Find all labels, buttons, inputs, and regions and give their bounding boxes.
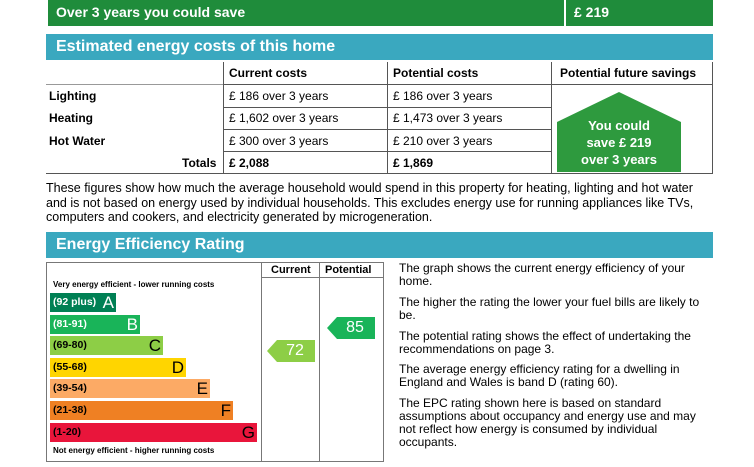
savings-banner-divider [564, 0, 566, 26]
band-c-letter: C [148, 336, 161, 355]
band-b-letter: B [126, 315, 138, 334]
table-rule [223, 62, 224, 174]
table-rule [712, 62, 713, 174]
explanation-1: The graph shows the current energy efficiency of your home. [399, 261, 685, 288]
band-g-range: (1-20) [53, 426, 82, 438]
cell-lighting-current: £ 186 over 3 years [229, 89, 329, 103]
bottom-caption: Not energy efficient - higher running costs [53, 446, 215, 455]
band-f-range: (21-38) [53, 404, 87, 416]
column-header-potential: Potential [325, 264, 372, 276]
header-potential-savings: Potential future savings [560, 66, 697, 80]
explanation-5: The EPC rating shown here is based on standard assumptions about occupancy and energy use and may not reflect how energy is consumed by individual occupants. [399, 396, 696, 449]
cell-hot-water-potential: £ 210 over 3 years [393, 134, 493, 148]
savings-banner-label: Over 3 years you could save [56, 4, 246, 20]
band-d [50, 358, 186, 377]
cell-lighting-potential: £ 186 over 3 years [393, 89, 493, 103]
band-a [50, 293, 116, 312]
current-rating-value: 72 [286, 342, 304, 359]
band-f-letter: F [220, 401, 231, 420]
row-label-hot-water: Hot Water [49, 134, 106, 148]
potential-rating-value: 85 [346, 319, 364, 336]
savings-badge-line1: You could [588, 118, 650, 133]
band-a-letter: A [102, 293, 114, 312]
cell-totals-potential: £ 1,869 [393, 156, 434, 170]
row-label-totals: Totals [182, 156, 217, 170]
top-caption: Very energy efficient - lower running costs [53, 280, 215, 289]
savings-badge-line3: over 3 years [581, 152, 657, 167]
efficiency-rating-chart [46, 262, 384, 462]
table-rule [46, 173, 713, 174]
costs-section-title: Estimated energy costs of this home [46, 34, 713, 60]
band-d-letter: D [171, 358, 184, 377]
header-potential-costs: Potential costs [393, 66, 479, 80]
table-rule [46, 84, 223, 85]
savings-badge-line2: save £ 219 [586, 135, 652, 150]
explanation-3: The potential rating shows the effect of undertaking the recommendations on page 3. [399, 329, 691, 356]
band-b-range: (81-91) [53, 318, 87, 330]
band-g-letter: G [241, 423, 255, 442]
cell-hot-water-current: £ 300 over 3 years [229, 134, 329, 148]
band-d-range: (55-68) [53, 361, 87, 373]
header-current-costs: Current costs [229, 66, 308, 80]
column-divider [319, 263, 320, 461]
savings-banner [48, 0, 713, 26]
row-label-lighting: Lighting [49, 89, 97, 103]
cell-totals-current: £ 2,088 [229, 156, 270, 170]
savings-banner-value: £ 219 [574, 4, 610, 20]
band-f [50, 401, 233, 420]
row-label-heating: Heating [49, 111, 94, 125]
band-a-range: (92 plus) [53, 296, 97, 308]
table-rule [223, 84, 713, 85]
cell-heating-potential: £ 1,473 over 3 years [393, 111, 503, 125]
band-g [50, 423, 257, 442]
band-c [50, 336, 163, 355]
explanation-2: The higher the rating the lower your fuel bills are likely to be. [399, 295, 700, 322]
column-divider [261, 263, 262, 461]
band-e [50, 379, 210, 398]
column-header-current: Current [271, 264, 311, 276]
band-c-range: (69-80) [53, 339, 87, 351]
band-b [50, 315, 140, 334]
explanation-4: The average energy efficiency rating for a dwelling in England and Wales is band D (rating 60). [399, 362, 680, 389]
header-rule [261, 277, 383, 278]
band-e-letter: E [196, 379, 208, 398]
efficiency-section-title: Energy Efficiency Rating [46, 232, 713, 258]
table-rule [551, 62, 552, 174]
costs-note: These figures show how much the average household would spend in this property for heating, lighting and hot water and is not based on energy used by individual households. This excludes energy use for running appliances like TVs, computers and cookers, and electricity generated by microgeneration. [46, 181, 694, 224]
table-rule [387, 62, 388, 174]
cell-heating-current: £ 1,602 over 3 years [229, 111, 339, 125]
savings-badge-text [557, 117, 681, 168]
band-e-range: (39-54) [53, 382, 87, 394]
